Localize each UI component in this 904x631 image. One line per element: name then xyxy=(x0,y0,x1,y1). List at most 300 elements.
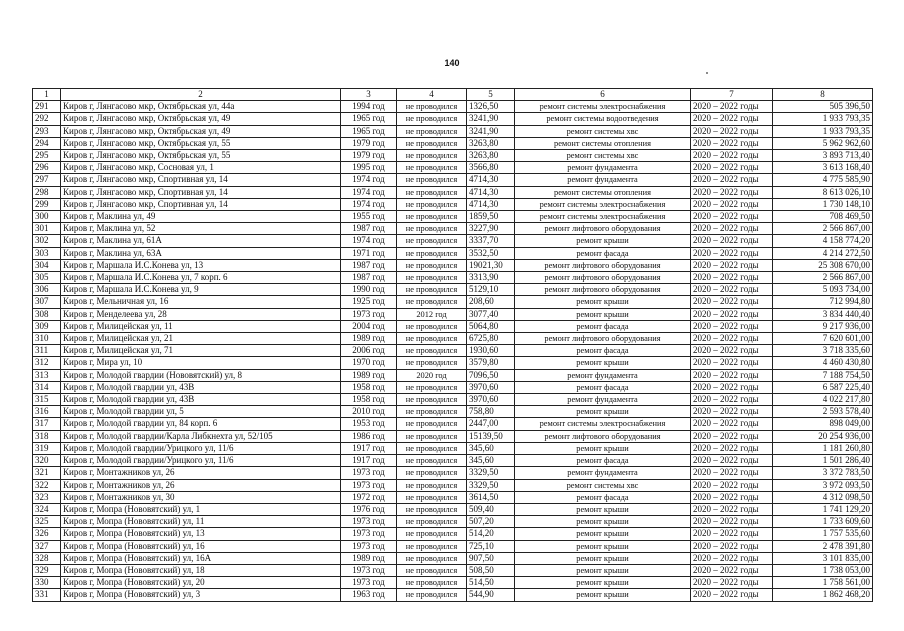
cell-address: Киров г, Молодой гвардии ул, 43В xyxy=(61,381,341,393)
cell-number: 296 xyxy=(33,162,61,174)
cell-cost: 1 758 561,00 xyxy=(773,577,873,589)
cell-work-type: ремонт фасада xyxy=(515,247,691,259)
cell-work-type: ремонт системы отопления xyxy=(515,186,691,198)
cell-address: Киров г, Мопра (Нововятский) ул, 16А xyxy=(61,552,341,564)
cell-period: 2020 – 2022 годы xyxy=(691,235,773,247)
cell-last-repair: не проводился xyxy=(397,357,467,369)
cell-work-type: ремонт крыши xyxy=(515,442,691,454)
cell-cost: 2 566 867,00 xyxy=(773,272,873,284)
cell-cost: 4 312 098,50 xyxy=(773,491,873,503)
cell-period: 2020 – 2022 годы xyxy=(691,406,773,418)
table-row xyxy=(33,186,873,198)
cell-last-repair: не проводился xyxy=(397,162,467,174)
table-row xyxy=(33,223,873,235)
cell-work-type: ремонт фундамента xyxy=(515,369,691,381)
cell-work-type: ремонт лифтового оборудования xyxy=(515,284,691,296)
cell-area: 19021,30 xyxy=(467,259,515,271)
cell-area: 7096,50 xyxy=(467,369,515,381)
cell-area: 3337,70 xyxy=(467,235,515,247)
cell-last-repair: не проводился xyxy=(397,394,467,406)
cell-work-type: ремонт лифтового оборудования xyxy=(515,272,691,284)
cell-period: 2020 – 2022 годы xyxy=(691,272,773,284)
table-row xyxy=(33,211,873,223)
cell-area: 345,60 xyxy=(467,442,515,454)
cell-period: 2020 – 2022 годы xyxy=(691,589,773,601)
cell-last-repair: не проводился xyxy=(397,198,467,210)
cell-area: 3970,60 xyxy=(467,394,515,406)
cell-area: 4714,30 xyxy=(467,198,515,210)
cell-area: 1930,60 xyxy=(467,345,515,357)
cell-build-year: 1973 год xyxy=(341,308,397,320)
table-row xyxy=(33,406,873,418)
cell-cost: 6 587 225,40 xyxy=(773,381,873,393)
cell-build-year: 1979 год xyxy=(341,137,397,149)
cell-last-repair: не проводился xyxy=(397,247,467,259)
cell-build-year: 1973 год xyxy=(341,528,397,540)
table-row xyxy=(33,272,873,284)
cell-build-year: 1989 год xyxy=(341,333,397,345)
cell-period: 2020 – 2022 годы xyxy=(691,528,773,540)
cell-build-year: 1989 год xyxy=(341,369,397,381)
cell-address: Киров г, Мопра (Нововятский) ул, 18 xyxy=(61,564,341,576)
cell-work-type: ремонт крыши xyxy=(515,528,691,540)
cell-number: 299 xyxy=(33,198,61,210)
cell-cost: 2 593 578,40 xyxy=(773,406,873,418)
cell-address: Киров г, Лянгасово мкр, Октябрьская ул, 55 xyxy=(61,137,341,149)
cell-number: 311 xyxy=(33,345,61,357)
cell-period: 2020 – 2022 годы xyxy=(691,540,773,552)
cell-address: Киров г, Мопра (Нововятский) ул, 13 xyxy=(61,528,341,540)
cell-build-year: 1963 год xyxy=(341,589,397,601)
table-row xyxy=(33,137,873,149)
cell-area: 544,90 xyxy=(467,589,515,601)
cell-work-type: ремонт фасада xyxy=(515,345,691,357)
table-header-row xyxy=(33,89,873,101)
cell-area: 514,20 xyxy=(467,528,515,540)
cell-number: 302 xyxy=(33,235,61,247)
cell-cost: 4 775 585,90 xyxy=(773,174,873,186)
cell-number: 329 xyxy=(33,564,61,576)
cell-number: 318 xyxy=(33,430,61,442)
cell-address: Киров г, Молодой гвардии ул, 43В xyxy=(61,394,341,406)
cell-last-repair: не проводился xyxy=(397,442,467,454)
cell-cost: 3 893 713,40 xyxy=(773,150,873,162)
cell-cost: 505 396,50 xyxy=(773,101,873,113)
table-row xyxy=(33,479,873,491)
cell-build-year: 1990 год xyxy=(341,284,397,296)
cell-area: 1859,50 xyxy=(467,211,515,223)
cell-cost: 8 613 026,10 xyxy=(773,186,873,198)
cell-cost: 2 478 391,80 xyxy=(773,540,873,552)
column-header-number: 1 xyxy=(33,89,61,101)
cell-last-repair: не проводился xyxy=(397,577,467,589)
table-row xyxy=(33,418,873,430)
cell-number: 330 xyxy=(33,577,61,589)
cell-work-type: ремонт крыши xyxy=(515,589,691,601)
cell-period: 2020 – 2022 годы xyxy=(691,467,773,479)
cell-work-type: ремонт крыши xyxy=(515,308,691,320)
cell-period: 2020 – 2022 годы xyxy=(691,101,773,113)
cell-address: Киров г, Лянгасово мкр, Сосновая ул, 1 xyxy=(61,162,341,174)
cell-number: 315 xyxy=(33,394,61,406)
table-row xyxy=(33,369,873,381)
cell-number: 307 xyxy=(33,296,61,308)
column-header-last-repair: 4 xyxy=(397,89,467,101)
cell-last-repair: не проводился xyxy=(397,235,467,247)
cell-number: 316 xyxy=(33,406,61,418)
cell-area: 3227,90 xyxy=(467,223,515,235)
table-row xyxy=(33,442,873,454)
cell-area: 4714,30 xyxy=(467,186,515,198)
cell-build-year: 1973 год xyxy=(341,479,397,491)
cell-address: Киров г, Мопра (Нововятский) ул, 1 xyxy=(61,503,341,515)
column-header-area: 5 xyxy=(467,89,515,101)
cell-address: Киров г, Мира ул, 10 xyxy=(61,357,341,369)
cell-cost: 2 566 867,00 xyxy=(773,223,873,235)
cell-address: Киров г, Молодой гвардии/Урицкого ул, 11/6 xyxy=(61,442,341,454)
cell-number: 310 xyxy=(33,333,61,345)
cell-cost: 1 733 609,60 xyxy=(773,516,873,528)
cell-last-repair: не проводился xyxy=(397,211,467,223)
cell-cost: 3 372 783,50 xyxy=(773,467,873,479)
cell-work-type: ремонт системы электроснабжения xyxy=(515,211,691,223)
cell-cost: 898 049,00 xyxy=(773,418,873,430)
cell-last-repair: не проводился xyxy=(397,552,467,564)
table-row xyxy=(33,150,873,162)
cell-area: 509,40 xyxy=(467,503,515,515)
cell-area: 725,10 xyxy=(467,540,515,552)
cell-cost: 20 254 936,00 xyxy=(773,430,873,442)
cell-number: 326 xyxy=(33,528,61,540)
cell-work-type: ремонт фундамента xyxy=(515,394,691,406)
cell-area: 508,50 xyxy=(467,564,515,576)
table-row xyxy=(33,308,873,320)
cell-last-repair: не проводился xyxy=(397,174,467,186)
cell-area: 2447,00 xyxy=(467,418,515,430)
cell-period: 2020 – 2022 годы xyxy=(691,357,773,369)
cell-cost: 4 022 217,80 xyxy=(773,394,873,406)
cell-build-year: 1955 год xyxy=(341,211,397,223)
table-row xyxy=(33,357,873,369)
cell-address: Киров г, Лянгасово мкр, Спортивная ул, 14 xyxy=(61,198,341,210)
cell-period: 2020 – 2022 годы xyxy=(691,284,773,296)
table-row xyxy=(33,467,873,479)
cell-area: 3313,90 xyxy=(467,272,515,284)
cell-work-type: ремонт системы хвс xyxy=(515,150,691,162)
cell-period: 2020 – 2022 годы xyxy=(691,577,773,589)
cell-last-repair: не проводился xyxy=(397,296,467,308)
cell-area: 3263,80 xyxy=(467,150,515,162)
cell-area: 5129,10 xyxy=(467,284,515,296)
cell-cost: 3 101 835,00 xyxy=(773,552,873,564)
cell-work-type: ремонт крыши xyxy=(515,406,691,418)
cell-address: Киров г, Маршала И.С.Конева ул, 7 корп. 6 xyxy=(61,272,341,284)
cell-last-repair: не проводился xyxy=(397,589,467,601)
cell-cost: 4 158 774,20 xyxy=(773,235,873,247)
cell-period: 2020 – 2022 годы xyxy=(691,430,773,442)
cell-number: 300 xyxy=(33,211,61,223)
cell-work-type: ремонт крыши xyxy=(515,577,691,589)
cell-period: 2020 – 2022 годы xyxy=(691,320,773,332)
cell-build-year: 1917 год xyxy=(341,455,397,467)
cell-number: 306 xyxy=(33,284,61,296)
cell-last-repair: не проводился xyxy=(397,455,467,467)
cell-period: 2020 – 2022 годы xyxy=(691,552,773,564)
cell-build-year: 1973 год xyxy=(341,564,397,576)
cell-cost: 1 741 129,20 xyxy=(773,503,873,515)
cell-address: Киров г, Молодой гвардии/Урицкого ул, 11/6 xyxy=(61,455,341,467)
table-row xyxy=(33,491,873,503)
table-row xyxy=(33,564,873,576)
cell-address: Киров г, Менделеева ул, 28 xyxy=(61,308,341,320)
cell-work-type: ремонт лифтового оборудования xyxy=(515,430,691,442)
cell-cost: 1 933 793,35 xyxy=(773,125,873,137)
cell-area: 507,20 xyxy=(467,516,515,528)
cell-last-repair: не проводился xyxy=(397,137,467,149)
cell-area: 6725,80 xyxy=(467,333,515,345)
cell-area: 3241,90 xyxy=(467,113,515,125)
cell-build-year: 1971 год xyxy=(341,247,397,259)
cell-number: 322 xyxy=(33,479,61,491)
cell-build-year: 1974 год xyxy=(341,198,397,210)
cell-build-year: 1958 год xyxy=(341,394,397,406)
cell-last-repair: не проводился xyxy=(397,284,467,296)
cell-number: 292 xyxy=(33,113,61,125)
cell-number: 324 xyxy=(33,503,61,515)
cell-period: 2020 – 2022 годы xyxy=(691,150,773,162)
cell-last-repair: не проводился xyxy=(397,540,467,552)
cell-period: 2020 – 2022 годы xyxy=(691,381,773,393)
cell-work-type: ремонт фундамента xyxy=(515,162,691,174)
table-row xyxy=(33,101,873,113)
cell-last-repair: не проводился xyxy=(397,564,467,576)
cell-area: 3263,80 xyxy=(467,137,515,149)
table-row xyxy=(33,345,873,357)
repair-program-table xyxy=(32,88,873,602)
cell-address: Киров г, Лянгасово мкр, Спортивная ул, 14 xyxy=(61,186,341,198)
cell-period: 2020 – 2022 годы xyxy=(691,113,773,125)
cell-work-type: ремонт фасада xyxy=(515,491,691,503)
cell-cost: 1 730 148,10 xyxy=(773,198,873,210)
cell-build-year: 1987 год xyxy=(341,259,397,271)
cell-period: 2020 – 2022 годы xyxy=(691,345,773,357)
cell-cost: 712 994,80 xyxy=(773,296,873,308)
cell-cost: 4 460 430,80 xyxy=(773,357,873,369)
cell-period: 2020 – 2022 годы xyxy=(691,442,773,454)
cell-build-year: 1958 год xyxy=(341,381,397,393)
cell-number: 309 xyxy=(33,320,61,332)
cell-area: 514,50 xyxy=(467,577,515,589)
cell-area: 208,60 xyxy=(467,296,515,308)
cell-last-repair: не проводился xyxy=(397,381,467,393)
cell-address: Киров г, Мопра (Нововятский) ул, 16 xyxy=(61,540,341,552)
cell-number: 325 xyxy=(33,516,61,528)
cell-build-year: 1970 год xyxy=(341,357,397,369)
table-row xyxy=(33,174,873,186)
cell-address: Киров г, Маклина ул, 63А xyxy=(61,247,341,259)
cell-work-type: ремонт крыши xyxy=(515,552,691,564)
cell-work-type: ремонт крыши xyxy=(515,235,691,247)
cell-last-repair: не проводился xyxy=(397,406,467,418)
cell-cost: 9 217 936,00 xyxy=(773,320,873,332)
cell-number: 291 xyxy=(33,101,61,113)
cell-area: 3970,60 xyxy=(467,381,515,393)
cell-build-year: 2004 год xyxy=(341,320,397,332)
cell-address: Киров г, Мельничная ул, 16 xyxy=(61,296,341,308)
cell-last-repair: не проводился xyxy=(397,516,467,528)
cell-area: 907,50 xyxy=(467,552,515,564)
table-row xyxy=(33,198,873,210)
cell-period: 2020 – 2022 годы xyxy=(691,211,773,223)
cell-build-year: 1953 год xyxy=(341,418,397,430)
cell-address: Киров г, Маклина ул, 52 xyxy=(61,223,341,235)
cell-area: 4714,30 xyxy=(467,174,515,186)
cell-period: 2020 – 2022 годы xyxy=(691,479,773,491)
cell-number: 327 xyxy=(33,540,61,552)
cell-number: 321 xyxy=(33,467,61,479)
column-header-cost: 8 xyxy=(773,89,873,101)
cell-address: Киров г, Маршала И.С.Конева ул, 9 xyxy=(61,284,341,296)
cell-area: 3077,40 xyxy=(467,308,515,320)
cell-period: 2020 – 2022 годы xyxy=(691,162,773,174)
table-row xyxy=(33,259,873,271)
cell-cost: 1 501 286,40 xyxy=(773,455,873,467)
cell-number: 328 xyxy=(33,552,61,564)
table-row xyxy=(33,113,873,125)
cell-build-year: 1973 год xyxy=(341,467,397,479)
cell-address: Киров г, Монтажников ул, 26 xyxy=(61,479,341,491)
cell-number: 298 xyxy=(33,186,61,198)
page-number: 140 xyxy=(444,58,460,68)
cell-number: 303 xyxy=(33,247,61,259)
cell-area: 5064,80 xyxy=(467,320,515,332)
cell-address: Киров г, Милицейская ул, 71 xyxy=(61,345,341,357)
cell-period: 2020 – 2022 годы xyxy=(691,137,773,149)
cell-address: Киров г, Монтажников ул, 30 xyxy=(61,491,341,503)
cell-address: Киров г, Милицейская ул, 11 xyxy=(61,320,341,332)
cell-last-repair: не проводился xyxy=(397,186,467,198)
cell-number: 313 xyxy=(33,369,61,381)
cell-number: 312 xyxy=(33,357,61,369)
cell-last-repair: не проводился xyxy=(397,223,467,235)
cell-area: 3329,50 xyxy=(467,479,515,491)
cell-last-repair: не проводился xyxy=(397,272,467,284)
table-row xyxy=(33,455,873,467)
cell-number: 308 xyxy=(33,308,61,320)
cell-work-type: ремонт системы электроснабжения xyxy=(515,198,691,210)
cell-last-repair: не проводился xyxy=(397,150,467,162)
cell-work-type: ремонт фасада xyxy=(515,381,691,393)
cell-build-year: 1974 год xyxy=(341,174,397,186)
table-row xyxy=(33,162,873,174)
cell-cost: 7 620 601,00 xyxy=(773,333,873,345)
cell-cost: 1 933 793,35 xyxy=(773,113,873,125)
cell-last-repair: не проводился xyxy=(397,125,467,137)
table-row xyxy=(33,320,873,332)
cell-work-type: ремонт крыши xyxy=(515,540,691,552)
cell-cost: 1 738 053,00 xyxy=(773,564,873,576)
cell-build-year: 1987 год xyxy=(341,272,397,284)
cell-build-year: 1974 год xyxy=(341,235,397,247)
cell-build-year: 1925 год xyxy=(341,296,397,308)
column-header-address: 2 xyxy=(61,89,341,101)
table-row xyxy=(33,552,873,564)
cell-work-type: ремонт крыши xyxy=(515,503,691,515)
cell-period: 2020 – 2022 годы xyxy=(691,503,773,515)
table-row xyxy=(33,540,873,552)
cell-last-repair: не проводился xyxy=(397,113,467,125)
cell-work-type: ремонт системы электроснабжения xyxy=(515,101,691,113)
cell-number: 319 xyxy=(33,442,61,454)
cell-period: 2020 – 2022 годы xyxy=(691,174,773,186)
cell-address: Киров г, Лянгасово мкр, Октябрьская ул, 55 xyxy=(61,150,341,162)
cell-number: 301 xyxy=(33,223,61,235)
cell-cost: 7 188 754,50 xyxy=(773,369,873,381)
cell-address: Киров г, Маклина ул, 49 xyxy=(61,211,341,223)
cell-build-year: 1976 год xyxy=(341,503,397,515)
cell-period: 2020 – 2022 годы xyxy=(691,333,773,345)
cell-build-year: 1974 год xyxy=(341,186,397,198)
table-row xyxy=(33,516,873,528)
cell-period: 2020 – 2022 годы xyxy=(691,186,773,198)
cell-address: Киров г, Мопра (Нововятский) ул, 3 xyxy=(61,589,341,601)
cell-build-year: 1979 год xyxy=(341,150,397,162)
cell-area: 3566,80 xyxy=(467,162,515,174)
cell-area: 1326,50 xyxy=(467,101,515,113)
cell-area: 3614,50 xyxy=(467,491,515,503)
cell-work-type: ремонт системы хвс xyxy=(515,479,691,491)
table-row xyxy=(33,333,873,345)
cell-work-type: ремонт фундамента xyxy=(515,174,691,186)
table-row xyxy=(33,284,873,296)
table-row xyxy=(33,528,873,540)
cell-work-type: ремонт фасада xyxy=(515,455,691,467)
cell-number: 305 xyxy=(33,272,61,284)
table-row xyxy=(33,394,873,406)
cell-cost: 1 757 535,60 xyxy=(773,528,873,540)
table-row xyxy=(33,125,873,137)
cell-number: 293 xyxy=(33,125,61,137)
cell-address: Киров г, Лянгасово мкр, Октябрьская ул, 49 xyxy=(61,113,341,125)
cell-cost: 708 469,50 xyxy=(773,211,873,223)
cell-cost: 1 181 260,80 xyxy=(773,442,873,454)
cell-build-year: 1973 год xyxy=(341,540,397,552)
cell-address: Киров г, Лянгасово мкр, Спортивная ул, 14 xyxy=(61,174,341,186)
cell-area: 345,60 xyxy=(467,455,515,467)
cell-work-type: ремонт крыши xyxy=(515,357,691,369)
cell-period: 2020 – 2022 годы xyxy=(691,491,773,503)
cell-last-repair: не проводился xyxy=(397,418,467,430)
cell-cost: 3 718 335,60 xyxy=(773,345,873,357)
cell-cost: 25 308 670,00 xyxy=(773,259,873,271)
cell-build-year: 1995 год xyxy=(341,162,397,174)
table-row xyxy=(33,503,873,515)
cell-last-repair: не проводился xyxy=(397,320,467,332)
cell-address: Киров г, Монтажников ул, 26 xyxy=(61,467,341,479)
scan-speck xyxy=(706,72,708,74)
cell-build-year: 1994 год xyxy=(341,101,397,113)
cell-number: 304 xyxy=(33,259,61,271)
cell-last-repair: 2012 год xyxy=(397,308,467,320)
cell-work-type: ремонт крыши xyxy=(515,516,691,528)
cell-work-type: ремонт системы хвс xyxy=(515,125,691,137)
cell-cost: 5 093 734,00 xyxy=(773,284,873,296)
cell-number: 295 xyxy=(33,150,61,162)
table-body xyxy=(33,101,873,601)
table-row xyxy=(33,247,873,259)
cell-cost: 3 613 168,40 xyxy=(773,162,873,174)
cell-number: 314 xyxy=(33,381,61,393)
